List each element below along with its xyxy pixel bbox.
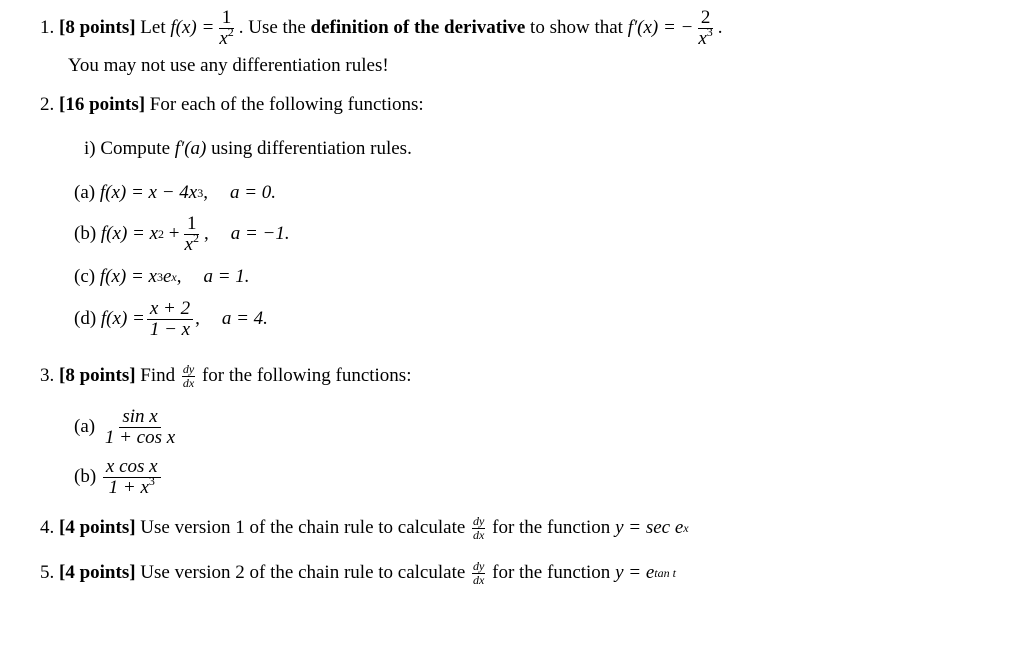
problem-5-number: 5. [40, 562, 55, 583]
problem-1-res-num: 2 [698, 8, 714, 29]
problem-5-dydx [472, 560, 485, 586]
problem-2-header [40, 93, 424, 117]
problem-4-line: 4. [4 points] Use version 1 of the chain rule to calculate $\frac{dy}{dx}$ for the function y = sec e x [40, 513, 689, 542]
part-frac-den-exp: 2 [192, 230, 199, 245]
problem-1-points: [8 points] [59, 17, 136, 38]
problem-1-frac-den: x [219, 27, 228, 49]
problem-2-part-c: (c) f(x) = x 3 e x , a = 1. [74, 266, 250, 287]
problem-1-result-fraction [695, 8, 715, 49]
problem-1-res-den-exp: 3 [706, 24, 713, 39]
part-label: (b) [74, 466, 97, 487]
part-a-value: a = 4. [221, 308, 268, 329]
problem-2-sub-i-text-b: using differentiation rules. [211, 138, 412, 159]
problem-4-dydx [472, 515, 485, 541]
problem-2-part-d [74, 295, 268, 343]
part-tail: , [203, 182, 208, 203]
part-a-value: a = 0. [229, 182, 277, 203]
problem-1-line-2 [68, 54, 389, 78]
problem-3-number: 3. [40, 365, 55, 386]
part-fraction [102, 407, 178, 448]
problem-1-text-b: . Use the [238, 17, 306, 38]
part-frac-den: x [184, 233, 193, 255]
part-fraction [182, 214, 202, 255]
part-tail: , [203, 223, 209, 244]
part-tail: , [176, 266, 182, 287]
problem-3-part-b [74, 452, 163, 502]
problem-2-number: 2. [40, 94, 55, 115]
part-a-value: a = −1. [230, 223, 290, 244]
dx: dx [473, 572, 485, 587]
problem-1-bold-definition: definition of the derivative [310, 17, 526, 38]
problem-5-line: 5. [4 points] Use version 2 of the chain rule to calculate $\frac{dy}{dx}$ for the function y = e tan t [40, 558, 676, 587]
part-frac-den: 1 + x [108, 476, 149, 498]
part-tail: , [195, 308, 200, 329]
problem-5-points: [4 points] [59, 562, 136, 583]
problem-2-part-a: (a) f(x) = x − 4x 3 , a = 0. [74, 182, 277, 203]
problem-2-part-b: (b) f(x) = x 2 + $\frac{1}{x^2}$ , a = −1. [74, 212, 290, 255]
problem-3-text-b: for the following functions: [201, 365, 412, 386]
dy: dy [182, 361, 195, 376]
problem-1-res-den: x [698, 27, 707, 49]
problem-1-frac-den-exp: 2 [227, 24, 234, 39]
part-expr: f(x) = x [100, 223, 159, 244]
problem-5-text-b: for the function [492, 562, 611, 583]
part-expr: f(x) = [100, 308, 145, 329]
problem-3-text-a: Find [140, 365, 176, 386]
problem-1-text-c: to show that [530, 17, 623, 38]
problem-3-points: [8 points] [59, 365, 136, 386]
problem-5-text-a: Use version 2 of the chain rule to calculate [140, 562, 466, 583]
part-expr: f(x) = x [99, 266, 157, 287]
part-frac-num: 1 [184, 214, 200, 235]
problem-4-text-a: Use version 1 of the chain rule to calculate [140, 517, 466, 538]
part-fraction [147, 299, 193, 340]
problem-1-text-a: Let [140, 17, 166, 38]
part-expr: f(x) = x − 4x [99, 182, 198, 203]
problem-1-frac-num: 1 [219, 8, 235, 29]
problem-1-note: You may not use any differentiation rules! [68, 55, 389, 76]
problem-3-header [40, 361, 411, 391]
problem-2-sub-i-math: f′(a) [174, 138, 207, 159]
part-fraction [103, 457, 161, 498]
problem-4-points: [4 points] [59, 517, 136, 538]
problem-2-sub-i [84, 137, 412, 161]
part-e: e [162, 266, 172, 287]
part-label: (b) [74, 223, 97, 244]
problem-4-number: 4. [40, 517, 55, 538]
part-frac-num: x + 2 [147, 299, 193, 320]
part-label: (a) [74, 416, 96, 437]
problem-1-fraction [216, 8, 236, 49]
problem-4-text-b: for the function [492, 517, 611, 538]
part-frac-num: x cos x [103, 457, 161, 478]
problem-1-number: 1. [40, 17, 55, 38]
problem-2-sub-i-label: i) [84, 138, 96, 159]
dy: dy [473, 558, 485, 573]
dx: dx [182, 375, 195, 390]
part-label: (a) [74, 182, 96, 203]
dy: dy [473, 513, 485, 528]
part-plus: + [168, 223, 180, 244]
part-frac-den: 1 − x [149, 318, 191, 340]
problem-1-fprime-lhs: f′(x) = − [627, 17, 694, 38]
part-a-value: a = 1. [203, 266, 250, 287]
problem-2-sub-i-text-a: Compute [100, 138, 171, 159]
problem-2-text: For each of the following functions: [149, 94, 424, 115]
part-frac-den-exp: 3 [148, 473, 155, 488]
problem-3-part-a [74, 402, 180, 452]
problem-1-f-lhs: f(x) = [170, 17, 215, 38]
part-label: (d) [74, 308, 97, 329]
part-frac-den: 1 + cos x [104, 426, 176, 448]
dx: dx [473, 527, 485, 542]
problem-3-dydx [182, 363, 195, 389]
problem-1-line-1: 1. [8 points] Let f(x) = $\frac{1}{x^2}$ . Use the definition of the derivative to show that f′(x) = − $\frac{2}{x^3}$ . [40, 6, 723, 49]
problem-4-func: y = sec e [615, 517, 684, 538]
part-frac-num: sin x [119, 407, 160, 428]
problem-5-func: y = e [615, 562, 655, 583]
problem-2-points: [16 points] [59, 94, 146, 115]
part-label: (c) [74, 266, 96, 287]
